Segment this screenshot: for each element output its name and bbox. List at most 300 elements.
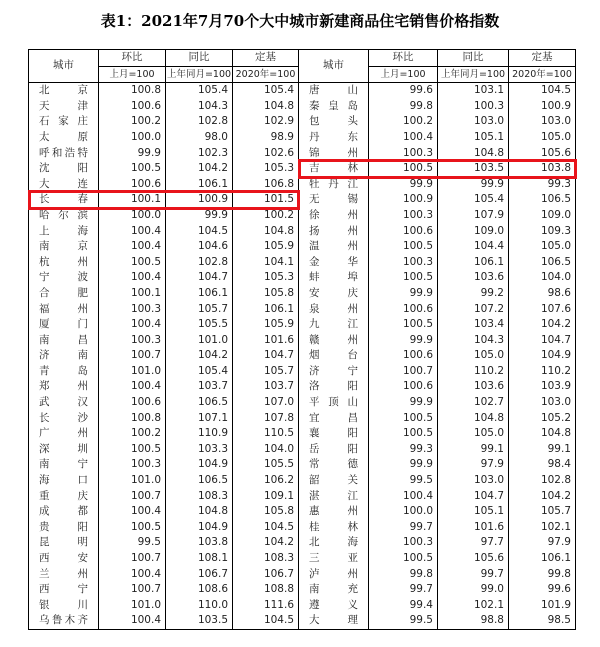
- table-row: [29, 286, 576, 302]
- yoy-cell: 105.0: [438, 348, 509, 364]
- city-cell: 安庆: [299, 286, 369, 302]
- table-row: [29, 99, 576, 115]
- yoy-cell: 100.3: [438, 99, 509, 115]
- fixed-cell: 106.1: [233, 302, 299, 318]
- fixed-cell: 104.8: [233, 224, 299, 240]
- city-cell: 西安: [39, 552, 88, 564]
- yoy-base-header: 上年同月=100: [438, 66, 509, 83]
- yoy-cell: 105.1: [438, 130, 509, 146]
- table-row: [29, 473, 576, 489]
- yoy-cell: 103.6: [438, 270, 509, 286]
- city-column-header: 城市: [299, 50, 369, 83]
- city-cell: 牡丹江: [299, 177, 369, 193]
- table-row: [29, 83, 576, 99]
- yoy-cell: 99.9: [438, 177, 509, 193]
- yoy-cell: 106.5: [166, 473, 233, 489]
- mom-cell: 100.6: [369, 348, 438, 364]
- mom-cell: 99.9: [369, 395, 438, 411]
- yoy-cell: 98.8: [438, 613, 509, 629]
- yoy-cell: 105.0: [438, 426, 509, 442]
- mom-cell: 100.6: [369, 224, 438, 240]
- city-cell: 泉州: [299, 302, 369, 318]
- yoy-cell: 106.1: [438, 255, 509, 271]
- fixed-cell: 101.6: [233, 333, 299, 349]
- city-cell: 无锡: [299, 192, 369, 208]
- price-index-table: [28, 49, 576, 630]
- mom-cell: 99.8: [369, 99, 438, 115]
- yoy-cell: 107.9: [438, 208, 509, 224]
- city-cell: 北海: [299, 535, 369, 551]
- mom-cell: 100.5: [369, 551, 438, 567]
- mom-cell: 100.7: [99, 348, 166, 364]
- yoy-cell: 104.9: [166, 457, 233, 473]
- yoy-cell: 103.1: [438, 83, 509, 99]
- mom-cell: 99.9: [369, 333, 438, 349]
- mom-cell: 100.4: [99, 613, 166, 629]
- city-cell: 厦门: [39, 318, 88, 331]
- header-row-top: [29, 50, 576, 67]
- yoy-cell: 109.0: [438, 224, 509, 240]
- mom-cell: 100.3: [369, 208, 438, 224]
- fixed-cell: 107.0: [233, 395, 299, 411]
- city-cell: 惠州: [299, 504, 369, 520]
- mom-cell: 100.5: [99, 255, 166, 271]
- mom-cell: 100.0: [99, 130, 166, 146]
- city-cell: 成都: [39, 505, 88, 518]
- city-cell: 银川: [39, 598, 88, 611]
- yoy-cell: 104.2: [166, 348, 233, 364]
- mom-base-header: 上月=100: [99, 66, 166, 83]
- fixed-cell: 100.9: [509, 99, 576, 115]
- fixed-cell: 104.2: [509, 489, 576, 505]
- yoy-cell: 105.4: [438, 192, 509, 208]
- fixed-cell: 105.8: [233, 286, 299, 302]
- fixed-cell: 103.8: [509, 161, 576, 177]
- fixed-cell: 105.9: [233, 239, 299, 255]
- table-row: [29, 333, 576, 349]
- city-cell: 南京: [39, 240, 88, 253]
- yoy-cell: 108.1: [166, 551, 233, 567]
- yoy-cell: 107.1: [166, 411, 233, 427]
- table-row: [29, 379, 576, 395]
- city-cell: 三亚: [299, 551, 369, 567]
- city-cell: 郑州: [39, 380, 88, 393]
- city-cell: 乌鲁木齐: [39, 614, 88, 627]
- yoy-cell: 104.7: [166, 270, 233, 286]
- table-row: [29, 317, 576, 333]
- mom-cell: 100.4: [99, 379, 166, 395]
- mom-cell: 100.0: [99, 208, 166, 224]
- mom-cell: 100.5: [99, 161, 166, 177]
- fixed-cell: 103.7: [233, 379, 299, 395]
- fixed-cell: 101.5: [233, 192, 299, 208]
- fixed-cell: 98.5: [509, 613, 576, 629]
- city-cell: 桂林: [299, 520, 369, 536]
- fixed-cell: 102.8: [509, 473, 576, 489]
- fixed-cell: 105.3: [233, 161, 299, 177]
- city-cell: 宁波: [39, 271, 88, 284]
- fixed-cell: 104.8: [233, 99, 299, 115]
- fixed-header: 定基: [233, 50, 299, 67]
- city-cell: 南宁: [39, 458, 88, 471]
- fixed-cell: 106.5: [509, 192, 576, 208]
- fixed-cell: 110.2: [509, 364, 576, 380]
- mom-cell: 100.6: [99, 99, 166, 115]
- fixed-cell: 99.8: [509, 567, 576, 583]
- city-cell: 大连: [39, 177, 88, 190]
- yoy-cell: 104.3: [166, 99, 233, 115]
- fixed-cell: 105.0: [509, 239, 576, 255]
- table-row: [29, 239, 576, 255]
- fixed-header: 定基: [509, 50, 576, 67]
- yoy-cell: 104.3: [438, 333, 509, 349]
- city-cell: 南昌: [39, 333, 88, 346]
- city-cell: 贵阳: [39, 520, 88, 533]
- table-row: [29, 582, 576, 598]
- city-cell: 石家庄: [39, 115, 88, 128]
- mom-cell: 100.3: [99, 457, 166, 473]
- mom-header: 环比: [99, 50, 166, 67]
- fixed-cell: 97.9: [509, 535, 576, 551]
- yoy-cell: 97.7: [438, 535, 509, 551]
- yoy-cell: 110.0: [166, 598, 233, 614]
- city-cell: 海口: [39, 474, 88, 487]
- fixed-cell: 109.0: [509, 208, 576, 224]
- city-cell: 南充: [299, 582, 369, 598]
- city-cell: 金华: [299, 255, 369, 271]
- mom-cell: 100.0: [369, 504, 438, 520]
- table-row: [29, 161, 576, 177]
- mom-cell: 99.7: [369, 582, 438, 598]
- mom-cell: 100.7: [369, 364, 438, 380]
- mom-cell: 100.5: [369, 317, 438, 333]
- mom-cell: 100.3: [99, 333, 166, 349]
- mom-cell: 100.8: [99, 411, 166, 427]
- table-row: [29, 224, 576, 240]
- yoy-cell: 103.3: [166, 442, 233, 458]
- city-cell: 福州: [39, 302, 88, 315]
- city-cell: 九江: [299, 317, 369, 333]
- city-cell: 锦州: [299, 146, 369, 162]
- fixed-cell: 101.9: [509, 598, 576, 614]
- fixed-cell: 104.1: [233, 255, 299, 271]
- yoy-cell: 103.0: [438, 114, 509, 130]
- fixed-cell: 104.5: [233, 520, 299, 536]
- mom-cell: 100.6: [99, 177, 166, 193]
- fixed-cell: 107.6: [509, 302, 576, 318]
- table-body: [29, 83, 576, 630]
- fixed-cell: 109.1: [233, 489, 299, 505]
- table-row: [29, 598, 576, 614]
- fixed-cell: 103.0: [509, 114, 576, 130]
- mom-cell: 100.1: [99, 192, 166, 208]
- mom-cell: 100.4: [99, 224, 166, 240]
- fixed-cell: 98.6: [509, 286, 576, 302]
- mom-cell: 99.8: [369, 567, 438, 583]
- fixed-cell: 99.1: [509, 442, 576, 458]
- table-row: [29, 114, 576, 130]
- yoy-cell: 105.1: [438, 504, 509, 520]
- fixed-cell: 105.4: [233, 83, 299, 99]
- city-cell: 广州: [39, 427, 88, 440]
- mom-cell: 100.5: [369, 426, 438, 442]
- mom-cell: 101.0: [99, 598, 166, 614]
- table-row: [29, 146, 576, 162]
- table-row: [29, 535, 576, 551]
- mom-cell: 100.5: [99, 520, 166, 536]
- city-cell: 韶关: [299, 473, 369, 489]
- fixed-cell: 102.9: [233, 114, 299, 130]
- yoy-cell: 99.2: [438, 286, 509, 302]
- city-cell: 岳阳: [299, 442, 369, 458]
- mom-cell: 100.9: [369, 192, 438, 208]
- mom-cell: 100.7: [99, 582, 166, 598]
- yoy-cell: 102.7: [438, 395, 509, 411]
- fixed-cell: 106.2: [233, 473, 299, 489]
- city-cell: 呼和浩特: [39, 146, 88, 159]
- fixed-cell: 105.5: [233, 457, 299, 473]
- fixed-cell: 104.8: [509, 426, 576, 442]
- mom-cell: 100.6: [369, 379, 438, 395]
- mom-cell: 100.3: [369, 255, 438, 271]
- city-cell: 温州: [299, 239, 369, 255]
- city-cell: 湛江: [299, 489, 369, 505]
- city-cell: 兰州: [39, 567, 88, 580]
- mom-cell: 99.9: [369, 457, 438, 473]
- mom-cell: 100.4: [369, 130, 438, 146]
- fixed-cell: 105.9: [233, 317, 299, 333]
- city-cell: 赣州: [299, 333, 369, 349]
- yoy-cell: 103.0: [438, 473, 509, 489]
- fixed-cell: 105.3: [233, 270, 299, 286]
- mom-cell: 100.3: [369, 535, 438, 551]
- fixed-cell: 104.5: [233, 613, 299, 629]
- yoy-cell: 104.9: [166, 520, 233, 536]
- city-cell: 蚌埠: [299, 270, 369, 286]
- fixed-base-header: 2020年=100: [233, 66, 299, 83]
- table-row: [29, 551, 576, 567]
- fixed-cell: 104.0: [233, 442, 299, 458]
- mom-cell: 100.6: [369, 302, 438, 318]
- fixed-cell: 105.7: [509, 504, 576, 520]
- yoy-cell: 105.4: [166, 364, 233, 380]
- mom-cell: 100.4: [99, 504, 166, 520]
- yoy-base-header: 上年同月=100: [166, 66, 233, 83]
- yoy-cell: 102.3: [166, 146, 233, 162]
- fixed-cell: 109.3: [509, 224, 576, 240]
- yoy-cell: 99.0: [438, 582, 509, 598]
- city-cell: 大理: [299, 613, 369, 629]
- mom-cell: 100.6: [99, 395, 166, 411]
- yoy-cell: 104.8: [438, 411, 509, 427]
- table-row: [29, 130, 576, 146]
- fixed-cell: 110.5: [233, 426, 299, 442]
- fixed-cell: 100.2: [233, 208, 299, 224]
- fixed-cell: 107.8: [233, 411, 299, 427]
- mom-cell: 100.7: [99, 489, 166, 505]
- yoy-cell: 107.2: [438, 302, 509, 318]
- mom-cell: 99.7: [369, 520, 438, 536]
- mom-cell: 100.2: [99, 114, 166, 130]
- table-row: [29, 520, 576, 536]
- city-cell: 青岛: [39, 364, 88, 377]
- mom-cell: 100.3: [99, 302, 166, 318]
- yoy-cell: 105.5: [166, 317, 233, 333]
- table-row: [29, 192, 576, 208]
- yoy-cell: 102.1: [438, 598, 509, 614]
- mom-header: 环比: [369, 50, 438, 67]
- table-row: [29, 489, 576, 505]
- mom-cell: 99.9: [369, 177, 438, 193]
- city-cell: 吉林: [299, 161, 369, 177]
- fixed-cell: 98.4: [509, 457, 576, 473]
- mom-cell: 99.5: [369, 613, 438, 629]
- mom-cell: 100.5: [369, 161, 438, 177]
- yoy-cell: 106.5: [166, 395, 233, 411]
- city-cell: 唐山: [299, 83, 369, 99]
- mom-cell: 99.9: [369, 286, 438, 302]
- city-cell: 泸州: [299, 567, 369, 583]
- city-cell: 西宁: [39, 583, 88, 596]
- yoy-cell: 102.8: [166, 255, 233, 271]
- fixed-cell: 105.7: [233, 364, 299, 380]
- yoy-cell: 104.6: [166, 239, 233, 255]
- yoy-cell: 103.4: [438, 317, 509, 333]
- fixed-cell: 104.9: [509, 348, 576, 364]
- fixed-base-header: 2020年=100: [509, 66, 576, 83]
- mom-cell: 99.5: [99, 535, 166, 551]
- yoy-header: 同比: [438, 50, 509, 67]
- yoy-cell: 103.6: [438, 379, 509, 395]
- fixed-cell: 99.6: [509, 582, 576, 598]
- mom-cell: 101.0: [99, 473, 166, 489]
- mom-cell: 99.5: [369, 473, 438, 489]
- mom-cell: 100.5: [99, 442, 166, 458]
- yoy-cell: 110.9: [166, 426, 233, 442]
- mom-cell: 100.5: [369, 411, 438, 427]
- city-cell: 济南: [39, 349, 88, 362]
- yoy-cell: 110.2: [438, 364, 509, 380]
- city-cell: 长沙: [39, 411, 88, 424]
- table-row: [29, 411, 576, 427]
- yoy-cell: 106.7: [166, 567, 233, 583]
- mom-cell: 100.5: [369, 239, 438, 255]
- city-cell: 常德: [299, 457, 369, 473]
- mom-cell: 100.2: [369, 114, 438, 130]
- table-row: [29, 504, 576, 520]
- city-cell: 北京: [39, 84, 88, 97]
- table-row: [29, 613, 576, 629]
- mom-cell: 100.8: [99, 83, 166, 99]
- mom-cell: 101.0: [99, 364, 166, 380]
- mom-cell: 100.7: [99, 551, 166, 567]
- city-cell: 重庆: [39, 489, 88, 502]
- fixed-cell: 105.2: [509, 411, 576, 427]
- city-cell: 烟台: [299, 348, 369, 364]
- fixed-cell: 102.6: [233, 146, 299, 162]
- city-cell: 长春: [39, 193, 88, 206]
- yoy-cell: 100.9: [166, 192, 233, 208]
- table-row: [29, 457, 576, 473]
- city-cell: 天津: [39, 99, 88, 112]
- city-cell: 济宁: [299, 364, 369, 380]
- fixed-cell: 104.2: [509, 317, 576, 333]
- yoy-cell: 108.6: [166, 582, 233, 598]
- table-row: [29, 208, 576, 224]
- city-cell: 包头: [299, 114, 369, 130]
- fixed-cell: 103.0: [509, 395, 576, 411]
- yoy-cell: 105.6: [438, 551, 509, 567]
- yoy-cell: 99.1: [438, 442, 509, 458]
- yoy-header: 同比: [166, 50, 233, 67]
- mom-cell: 100.4: [99, 270, 166, 286]
- mom-cell: 100.2: [99, 426, 166, 442]
- fixed-cell: 104.7: [233, 348, 299, 364]
- fixed-cell: 106.5: [509, 255, 576, 271]
- fixed-cell: 106.8: [233, 177, 299, 193]
- city-cell: 合肥: [39, 286, 88, 299]
- mom-cell: 100.4: [369, 489, 438, 505]
- mom-cell: 100.3: [369, 146, 438, 162]
- table-row: [29, 177, 576, 193]
- city-cell: 扬州: [299, 224, 369, 240]
- fixed-cell: 111.6: [233, 598, 299, 614]
- table-row: [29, 302, 576, 318]
- fixed-cell: 105.6: [509, 146, 576, 162]
- city-cell: 深圳: [39, 442, 88, 455]
- fixed-cell: 98.9: [233, 130, 299, 146]
- yoy-cell: 104.8: [438, 146, 509, 162]
- yoy-cell: 99.7: [438, 567, 509, 583]
- city-cell: 上海: [39, 224, 88, 237]
- yoy-cell: 103.5: [166, 613, 233, 629]
- fixed-cell: 106.1: [509, 551, 576, 567]
- fixed-cell: 108.8: [233, 582, 299, 598]
- mom-cell: 100.4: [99, 317, 166, 333]
- table-row: [29, 255, 576, 271]
- city-cell: 哈尔滨: [39, 208, 88, 221]
- yoy-cell: 98.0: [166, 130, 233, 146]
- city-cell: 洛阳: [299, 379, 369, 395]
- city-cell: 秦皇岛: [299, 99, 369, 115]
- city-cell: 丹东: [299, 130, 369, 146]
- yoy-cell: 101.6: [438, 520, 509, 536]
- city-cell: 武汉: [39, 396, 88, 409]
- fixed-cell: 103.9: [509, 379, 576, 395]
- yoy-cell: 104.5: [166, 224, 233, 240]
- fixed-cell: 104.2: [233, 535, 299, 551]
- table-row: [29, 395, 576, 411]
- mom-cell: 99.9: [99, 146, 166, 162]
- yoy-cell: 103.8: [166, 535, 233, 551]
- table-row: [29, 426, 576, 442]
- fixed-cell: 99.3: [509, 177, 576, 193]
- mom-cell: 99.4: [369, 598, 438, 614]
- fixed-cell: 102.1: [509, 520, 576, 536]
- yoy-cell: 105.7: [166, 302, 233, 318]
- mom-cell: 99.6: [369, 83, 438, 99]
- yoy-cell: 104.4: [438, 239, 509, 255]
- mom-cell: 100.5: [369, 270, 438, 286]
- yoy-cell: 97.9: [438, 457, 509, 473]
- fixed-cell: 104.5: [509, 83, 576, 99]
- yoy-cell: 104.7: [438, 489, 509, 505]
- table-row: [29, 567, 576, 583]
- city-cell: 襄阳: [299, 426, 369, 442]
- mom-cell: 100.1: [99, 286, 166, 302]
- table-row: [29, 442, 576, 458]
- fixed-cell: 106.7: [233, 567, 299, 583]
